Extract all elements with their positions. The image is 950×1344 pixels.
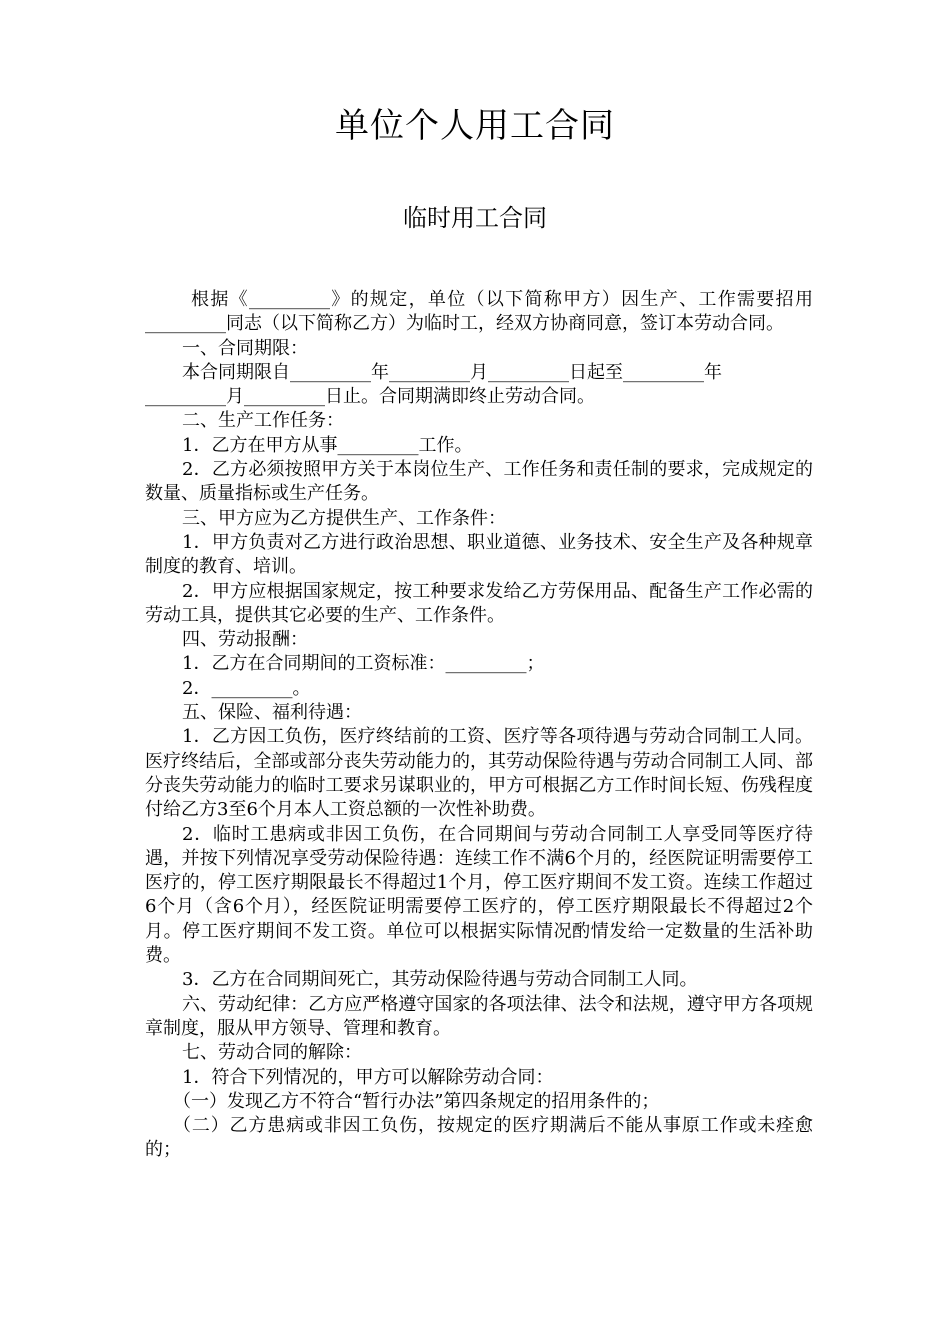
paragraph-insurance-2: 2．临时工患病或非因工负伤，在合同期间与劳动合同制工人享受同等医疗待遇，并按下列情况享受劳动保险待遇：连续工作不满6个月的，经医院证明需要停工医疗的，停工医疗期限最长不得超过1个月，停工医疗期间不发工资。连续工作超过6个月（含6个月），经医院证明需要停工医疗的，停工医疗期限最长不得超过2个月。停工医疗期间不发工资。单位可以根据实际情况酌情发给一定数量的生活补助费。 bbox=[145, 823, 813, 967]
paragraph-termination-item-1: （一）发现乙方不符合“暂行办法”第四条规定的招用条件的； bbox=[173, 1090, 660, 1112]
document-title: 单位个人用工合同 bbox=[335, 106, 615, 146]
paragraph-remuneration-2: 2．_________。 bbox=[182, 677, 311, 699]
paragraph-insurance-3: 3．乙方在合同期间死亡，其劳动保险待遇与劳动合同制工人同。 bbox=[182, 969, 698, 991]
paragraph-task-1: 1．乙方在甲方从事_________工作。 bbox=[182, 434, 473, 456]
paragraph-remuneration-1: 1．乙方在合同期间的工资标准：_________； bbox=[182, 653, 545, 675]
paragraph-term-start: 本合同期限自_________年_________月_________日起至_________年 bbox=[182, 361, 722, 383]
document-subtitle: 临时用工合同 bbox=[403, 204, 547, 232]
paragraph-condition-2: 2．甲方应根据国家规定，按工种要求发给乙方劳保用品、配备生产工作必需的劳动工具，提供其它必要的生产、工作条件。 bbox=[145, 580, 813, 626]
paragraph-insurance-1: 1．乙方因工负伤，医疗终结前的工资、医疗等各项待遇与劳动合同制工人同。医疗终结后，全部或部分丧失劳动能力的，其劳动保险待遇与劳动合同制工人同、部分丧失劳动能力的临时工要求另谋职业的，甲方可根据乙方工作时间长短、伤残程度付给乙方3至6个月本人工资总额的一次性补助费。 bbox=[145, 726, 813, 821]
heading-contract-term: 一、合同期限： bbox=[182, 337, 308, 359]
paragraph-preamble: 根据《_________》的规定，单位（以下简称甲方）因生产、工作需要招用_________同志（以下简称乙方）为临时工，经双方协商同意，签订本劳动合同。 bbox=[145, 289, 813, 335]
paragraph-term-end: _________月_________日止。合同期满即终止劳动合同。 bbox=[145, 386, 595, 408]
document-body bbox=[145, 288, 813, 1163]
paragraph-termination-item-2: （二）乙方患病或非因工负伤，按规定的医疗期满后不能从事原工作或未痊愈的； bbox=[145, 1115, 813, 1161]
paragraph-condition-1: 1．甲方负责对乙方进行政治思想、职业道德、业务技术、安全生产及各种规章制度的教育、培训。 bbox=[145, 531, 813, 578]
heading-insurance: 五、保险、福利待遇： bbox=[182, 702, 362, 724]
paragraph-termination-1: 1．符合下列情况的，甲方可以解除劳动合同： bbox=[182, 1066, 554, 1088]
heading-termination: 七、劳动合同的解除： bbox=[182, 1042, 362, 1064]
heading-remuneration: 四、劳动报酬： bbox=[182, 629, 308, 651]
heading-work-conditions: 三、甲方应为乙方提供生产、工作条件： bbox=[182, 507, 506, 529]
paragraph-task-2: 2．乙方必须按照甲方关于本岗位生产、工作任务和责任制的要求，完成规定的数量、质量指标或生产任务。 bbox=[145, 459, 813, 505]
paragraph-discipline: 六、劳动纪律：乙方应严格遵守国家的各项法律、法令和法规，遵守甲方各项规章制度，服从甲方领导、管理和教育。 bbox=[145, 993, 813, 1039]
heading-work-tasks: 二、生产工作任务： bbox=[182, 410, 344, 432]
